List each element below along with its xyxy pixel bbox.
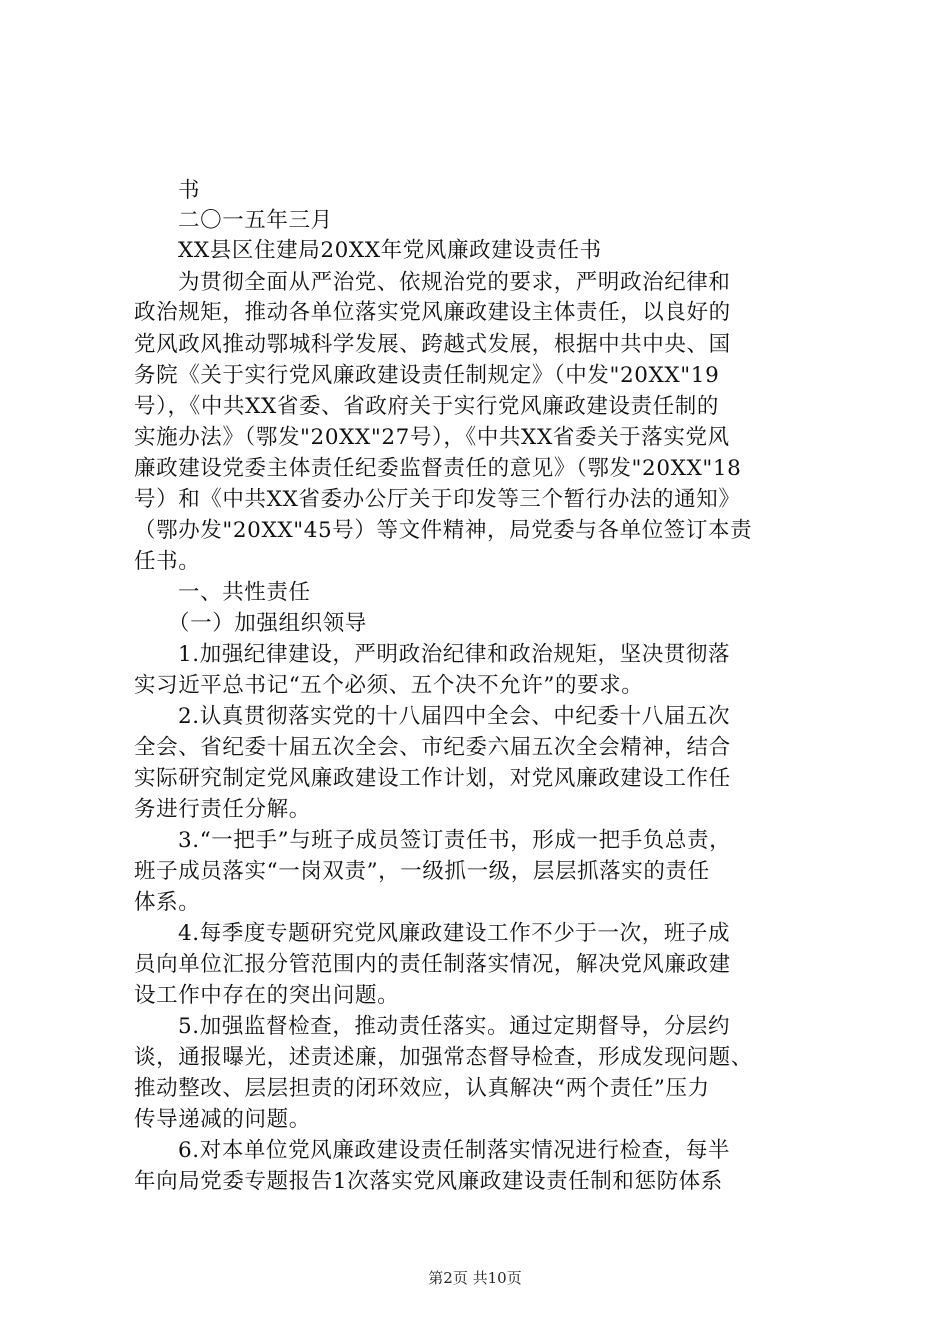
paragraph-line: 员向单位汇报分管范围内的责任制落实情况，解决党风廉政建	[134, 952, 731, 977]
paragraph-line: 实施办法》（鄂发"20XX"27号），《中共XX省委关于落实党风	[134, 425, 730, 450]
paragraph-line: 体系。	[134, 890, 201, 915]
document-title: XX县区住建局20XX年党风廉政建设责任书	[178, 238, 602, 263]
paragraph-line: 设工作中存在的突出问题。	[134, 983, 400, 1008]
paragraph-line: 3.“一把手”与班子成员签订责任书，形成一把手负总责，	[178, 828, 732, 853]
page-number-footer: 第2页 共10页	[428, 1269, 522, 1287]
paragraph-line: 谈，通报曝光，述责述廉，加强常态督导检查，形成发现问题、	[134, 1045, 753, 1070]
subsection-heading: （一）加强组织领导	[168, 611, 367, 636]
paragraph-line: 全会、省纪委十届五次全会、市纪委六届五次全会精神，结合	[134, 735, 731, 760]
paragraph-line: 号）和《中共XX省委办公厅关于印发等三个暂行办法的通知》	[134, 487, 741, 512]
date-line: 二〇一五年三月	[178, 208, 333, 233]
paragraph-line: 5.加强监督检查，推动责任落实。通过定期督导，分层约	[178, 1014, 731, 1039]
paragraph-line: （鄂办发"20XX"45号）等文件精神，局党委与各单位签订本责	[134, 518, 753, 543]
paragraph-line: 传导递减的问题。	[134, 1107, 311, 1132]
paragraph-line: 任书。	[134, 549, 201, 574]
paragraph-line: 务进行责任分解。	[134, 797, 311, 822]
paragraph-line: 实际研究制定党风廉政建设工作计划，对党风廉政建设工作任	[134, 766, 731, 791]
text-line: 书	[178, 178, 201, 203]
section-heading: 一、共性责任	[178, 580, 311, 605]
paragraph-line: 为贯彻全面从严治党、依规治党的要求，严明政治纪律和	[178, 270, 731, 295]
paragraph-line: 6.对本单位党风廉政建设责任制落实情况进行检查，每半	[178, 1138, 731, 1163]
paragraph-line: 政治规矩，推动各单位落实党风廉政建设主体责任，以良好的	[134, 300, 731, 325]
paragraph-line: 务院《关于实行党风廉政建设责任制规定》（中发"20XX"19	[134, 363, 720, 388]
paragraph-line: 班子成员落实“一岗双责”，一级抓一级，层层抓落实的责任	[134, 859, 710, 884]
paragraph-line: 2.认真贯彻落实党的十八届四中全会、中纪委十八届五次	[178, 704, 731, 729]
paragraph-line: 年向局党委专题报告1次落实党风廉政建设责任制和惩防体系	[134, 1169, 723, 1194]
paragraph-line: 党风政风推动鄂城科学发展、跨越式发展，根据中共中央、国	[134, 332, 731, 357]
paragraph-line: 廉政建设党委主体责任纪委监督责任的意见》（鄂发"20XX"18	[134, 456, 742, 481]
paragraph-line: 推动整改、层层担责的闭环效应，认真解决“两个责任”压力	[134, 1076, 710, 1101]
paragraph-line: 4.每季度专题研究党风廉政建设工作不少于一次，班子成	[178, 921, 731, 946]
paragraph-line: 号），《中共XX省委、省政府关于实行党风廉政建设责任制的	[134, 394, 719, 419]
paragraph-line: 实习近平总书记“五个必须、五个决不允许”的要求。	[134, 673, 644, 698]
paragraph-line: 1.加强纪律建设，严明政治纪律和政治规矩，坚决贯彻落	[178, 642, 731, 667]
